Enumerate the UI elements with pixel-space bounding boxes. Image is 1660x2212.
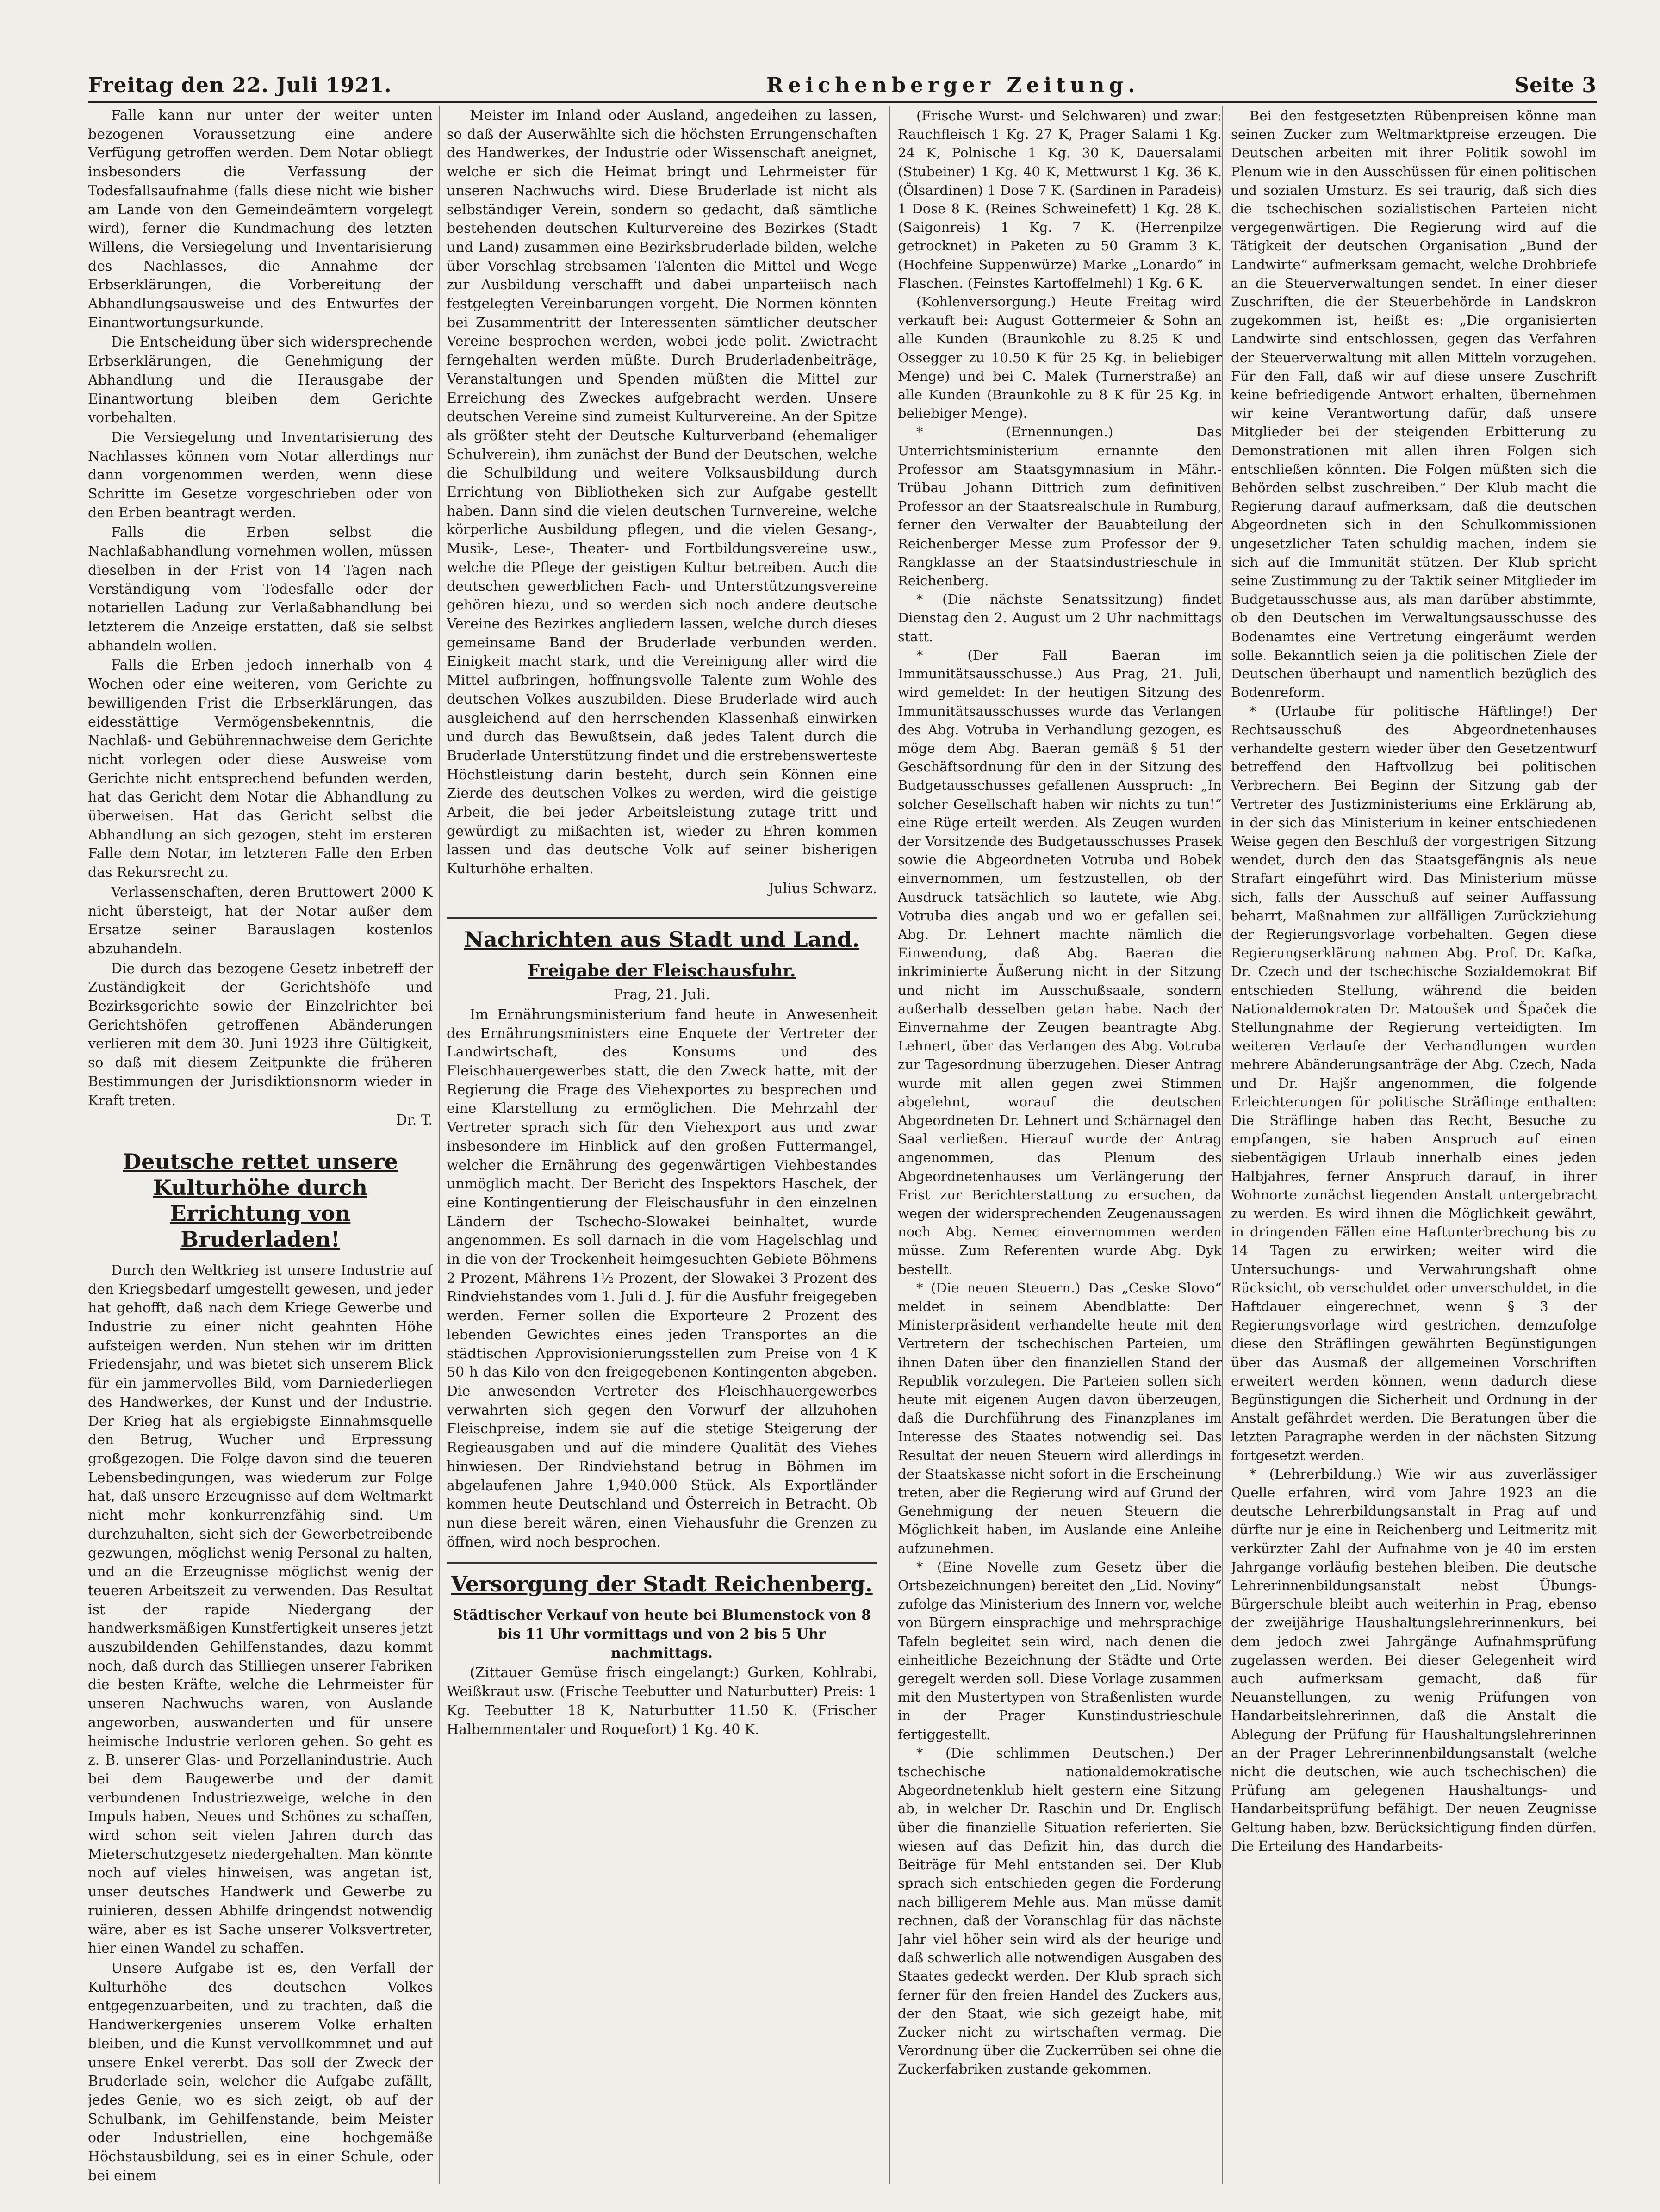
article-paragraph: Die durch das bezogene Gesetz inbetreff der Zuständigkeit der Gerichtshöfe und Bezirksgerichte sowie der Einzelrichter bei Gerichtshöfen getroffenen Abänderungen verlieren mit dem 30. Juni 1923 ihre Gültigkeit, so daß mit diesem Zeitpunkte die früheren Bestimmungen der Jurisdiktionsnorm wieder in Kraft treten. bbox=[88, 960, 433, 1109]
article-paragraph: (Zittauer Gemüse frisch eingelangt:) Gurken, Kohlrabi, Weißkraut usw. (Frische Teebutter und Naturbutter) Preis: 1 Kg. Teebutter 18 K, Naturbutter 11.50 K. (Frischer Halbemmentaler und Roquefort) 1 Kg. 40 K. bbox=[447, 1665, 877, 1738]
article-paragraph: Verlassenschaften, deren Bruttowert 2000 K nicht übersteigt, hat der Notar außer dem Ersatze seiner Barauslagen kostenlos abzuhandeln. bbox=[88, 884, 433, 957]
article-paragraph: * (Eine Novelle zum Gesetz über die Ortsbezeichnungen) bereitet den „Lid. Noviny“ zufolge das Ministerium des Innern vor, welche von Bürgern einsprachige und mehrsprachige Tafeln begleitet sein wird, nach denen die einheitliche Bezeichnung der Städte und Orte geregelt werden soll. Diese Vorlage zusammen mit den Mustertypen von Straßenlisten wurde in der Prager Kunstindustrieschule fertiggestellt. bbox=[898, 1559, 1222, 1742]
article-paragraph: Im Ernährungsministerium fand heute in Anwesenheit des Ernährungsministers eine Enquete der Vertreter der Landwirtschaft, des Konsums und des Fleischhauergewerbes statt, die den Zweck hatte, mit der Regierung die Frage des Viehexportes zu besprechen und eine Klarstellung zu ermöglichen. Die Mehrzahl der Vertreter sprach sich für den Viehexport aus und zwar insbesondere im Hinblick auf den großen Futtermangel, welcher die Ernährung des gegenwärtigen Viehbestandes unmöglich macht. Der Bericht des Inspektors Haschek, der eine Kontingentierung der Fleischausfuhr in den einzelnen Ländern der Tschecho-Slowakei beinhaltet, wurde angenommen. Es soll darnach in die vom Hagelschlag und in die von der Trockenheit heimgesuchten Gebiete Böhmens 2 Prozent, Mährens 1½ Prozent, der Slowakei 3 Prozent des Rindviehstandes vom 1. Juli d. J. für die Ausfuhr freigegeben werden. Ferner sollen die Exporteure 2 Prozent des lebenden Gewichtes eines jeden Transportes an die städtischen Approvisionierungsstellen zum Preise von 4 K 50 h das Kilo von den freigegebenen Kontingenten abgeben. Die anwesenden Vertreter des Fleischhauergewerbes verwahrten sich gegen den Vorwurf der allzuhohen Fleischpreise, indem sie auf die stetige Steigerung der Regieausgaben und auf die mindere Qualität des Viehes hinwiesen. Der Rindviehstand betrug in Böhmen im abgelaufenen Jahre 1,940.000 Stück. Als Exportländer kommen heute Deutschland und Österreich in Betracht. Ob nun diese bereit wären, einen Viehausfuhr die Grenzen zu öffnen, wird noch besprochen. bbox=[447, 1006, 877, 1550]
section-headline: Versorgung der Stadt Reichenberg. bbox=[451, 1572, 873, 1597]
article-paragraph: * (Die neuen Steuern.) Das „Ceske Slovo“ meldet in seinem Abendblatte: Der Ministerpräsident verhandelte heute mit den Vertretern der tschechischen Parteien, um ihnen Daten über den finanziellen Stand der Republik vorzulegen. Die Parteien sollen sich heute mit eigenen Augen davon überzeugen, daß die Durchführung des Finanzplanes im Interesse des Staates notwendig sei. Das Resultat der neuen Steuern wird allerdings in der Staatskasse nicht sofort in die Erscheinung treten, aber die Regierung wird auf Grund der Genehmigung der neuen Steuern die Möglichkeit haben, im Auslande eine Anleihe aufzunehmen. bbox=[898, 1280, 1222, 1556]
page-number: Seite 3 bbox=[1514, 74, 1597, 97]
author-signature: Dr. T. bbox=[396, 1112, 433, 1129]
article-paragraph: * (Urlaube für politische Häftlinge!) Der Rechtsausschuß des Abgeordnetenhauses verhandelte gestern wieder über den Gesetzentwurf betreffend den Haftvollzug bei politischen Verbrechern. Bei Beginn der Sitzung gab der Vertreter des Justizministeriums eine Erklärung ab, in der sich das Ministerium in keiner entschiedenen Weise gegen den Beschluß der vorgestrigen Sitzung wendet, durch den das Staatsgefängnis als neue Strafart eingeführt wird. Das Ministerium müsse sich, falls der Ausschuß auf seiner Auffassung beharrt, Maßnahmen zur allfälligen Zurückziehung der Regierungsvorlage vorbehalten. Gegen diese Regierungserklärung nahmen Abg. Prof. Dr. Kafka, Dr. Czech und der tschechische Sozialdemokrat Bif entschieden Stellung, während die beiden Nationaldemokraten Dr. Matoušek und Špaček die Stellungnahme der Regierung verteidigten. Im weiteren Verlaufe der Verhandlungen wurden mehrere Abänderungsanträge der Abg. Czech, Nada und Dr. Hajšr angenommen, die folgende Erleichterungen für politische Sträflinge enthalten: Die Sträflinge haben das Recht, Besuche zu empfangen, sie haben Anspruch auf einen siebentägigen Urlaub innerhalb eines jeden Halbjahres, ferner Anspruch darauf, in ihrer Wohnorte zunächst liegenden Anstalt untergebracht zu werden. Es wird ihnen die Möglichkeit gewährt, in dringenden Fällen eine Haftunterbrechung bis zu 14 Tagen zu erwirken; weiter wird die Untersuchungs- und Verwahrungshaft ohne Rücksicht, ob verschuldet oder unverschuldet, in die Haftdauer eingerechnet, wenn § 3 der Regierungsvorlage wird gestrichen, demzufolge diese den Sträflingen gewährten Begünstigungen über das Ausmaß der allgemeinen Vorschriften erweitert werden können, wenn dadurch diese Begünstigungen die Sicherheit und Ordnung in der Anstalt gefährdet werden. Die Beratungen über die letzten Paragraphe werden in der nächsten Sitzung fortgesetzt werden. bbox=[1231, 703, 1597, 1463]
section-divider bbox=[447, 917, 877, 919]
article-paragraph: Falle kann nur unter der weiter unten bezogenen Voraussetzung eine andere Verfügung getroffen werden. Dem Notar obliegt insbesonders die Verfassung der Todesfallsaufnahme (falls diese nicht wie bisher am Lande von den Gemeindeämtern vorgelegt wird), ferner die Kundmachung des letzten Willens, die Versiegelung und Inventarisierung des Nachlasses, die Annahme der Erbserklärungen, die Vorbereitung der Abhandlungsausweise und des Entwurfes der Einantwortungsurkunde. bbox=[88, 107, 433, 331]
author-signature: Julius Schwarz. bbox=[768, 880, 877, 897]
column-4 bbox=[1231, 106, 1597, 2184]
section-divider bbox=[447, 1562, 877, 1564]
issue-date: Freitag den 22. Juli 1921. bbox=[88, 74, 392, 97]
column-rule bbox=[439, 106, 440, 2184]
article-paragraph: Die Entscheidung über sich widersprechende Erbserklärungen, die Genehmigung der Abhandlung und die Herausgabe der Einantwortung bleiben dem Gerichte vorbehalten. bbox=[88, 334, 433, 426]
sales-notice: Städtischer Verkauf von heute bei Blumenstock von 8 bis 11 Uhr vormittags und von 2 bis 5 Uhr nachmittags. bbox=[452, 1607, 871, 1661]
article-paragraph: * (Die schlimmen Deutschen.) Der tschechische nationaldemokratische Abgeordnetenklub hielt gestern eine Sitzung ab, in welcher Dr. Raschin und Dr. Englisch über die finanzielle Situation referierten. Sie wiesen auf das Defizit hin, das durch die Beiträge für Mehl entstanden sei. Der Klub sprach sich entschieden gegen die Forderung nach billigerem Mehle aus. Man müsse damit rechnen, daß der Voranschlag für das nächste Jahr viel höher sein wird als der heurige und daß schwerlich alle notwendigen Ausgaben des Staates gedeckt werden. Der Klub sprach sich ferner für den freien Handel des Zuckers aus, der den Staat, wie sich gezeigt habe, mit Zucker nicht zu wirtschaften vermag. Die Verordnung über die Zuckerrüben sei ohne die Zuckerfabriken zustande gekommen. bbox=[898, 1745, 1222, 2077]
article-paragraph: Die Versiegelung und Inventarisierung des Nachlasses können vom Notar allerdings nur dann vorgenommen werden, wenn diese Schritte im Gesetze vorgeschrieben oder von den Erben beantragt werden. bbox=[88, 429, 433, 521]
section-headline: Nachrichten aus Stadt und Land. bbox=[464, 926, 860, 952]
column-3 bbox=[898, 106, 1222, 2184]
article-paragraph: (Frische Wurst- und Selchwaren) und zwar: Rauchfleisch 1 Kg. 27 K, Prager Salami 1 Kg. 24 K, Polnische 1 Kg. 30 K, Dauersalami (Stubeiner) 1 Kg. 40 K, Mettwurst 1 Kg. 36 K. (Ölsardinen) 1 Dose 7 K. (Sardinen in Paradeis) 1 Dose 8 K. (Reines Schweinefett) 1 Kg. 28 K. (Saigonreis) 1 Kg. 7 K. (Herrenpilze getrocknet) in Paketen zu 50 Gramm 3 K. (Hochfeine Suppenwürze) Marke „Lonardo“ in Flaschen. (Feinstes Kartoffelmehl) 1 Kg. 6 K. bbox=[898, 108, 1222, 291]
article-headline: Deutsche rettet unsere Kulturhöhe durch Errichtung von Bruderladen! bbox=[123, 1149, 398, 1252]
column-2 bbox=[447, 106, 877, 2189]
article-paragraph: Falls die Erben selbst die Nachlaßabhandlung vornehmen wollen, müssen dieselben in der Frist von 14 Tagen nach Verständigung vom Todesfalle oder der notariellen Ladung zur Verlaßabhandlung bei letzterem die Anzeige erstatten, daß sie selbst abhandeln wollen. bbox=[88, 524, 433, 654]
dateline: Prag, 21. Juli. bbox=[613, 987, 710, 1003]
article-paragraph: Durch den Weltkrieg ist unsere Industrie auf den Kriegsbedarf umgestellt gewesen, und jeder hat gehofft, daß nach dem Kriege Gewerbe und Industrie zu einer nicht geahnten Höhe aufsteigen werden. Nun stehen wir im dritten Friedensjahr, und was bietet sich unserem Blick für ein jammervolles Bild, vom Darniederliegen des Handwerkes, der Kunst und der Industrie. Der Krieg hat als ergiebigste Einnahmsquelle den Betrug, Wucher und Erpressung großgezogen. Die Folge davon sind die teueren Lebensbedingungen, was wiederum zur Folge hat, daß unsere Erzeugnisse auf dem Weltmarkt nicht mehr konkurrenzfähig sind. Um durchzuhalten, sieht sich der Gewerbetreibende gezwungen, möglichst wenig Personal zu halten, und an die Erzeugnisse möglichst wenig der teueren Arbeitszeit zu verwenden. Das Resultat ist der rapide Niedergang der handwerksmäßigen Kunstfertigkeit unseres jetzt auszubildenden Gehilfenstandes, dazu kommt noch, daß durch das Stilliegen unserer Fabriken die besten Kräfte, welche die Lehrmeister für unseren Nachwuchs waren, von Auslande angeworben, auswanderten und für unsere heimische Industrie verloren gehen. So geht es z. B. unserer Glas- und Porzellanindustrie. Auch bei dem Baugewerbe und der damit verbundenen Industriezweige, welche in den Impuls haben, Neues und Schönes zu schaffen, wird schon seit vielen Jahren durch das Mieterschutzgesetz niedergehalten. Man könnte noch auf vieles hinweisen, was angetan ist, unser deutsches Handwerk und Gewerbe zu ruinieren, dessen Abhilfe dringendst notwendig wäre, aber es ist Sache unserer Volksvertreter, hier einen Wandel zu schaffen. bbox=[88, 1262, 433, 1957]
page-header bbox=[88, 65, 1597, 103]
column-1 bbox=[88, 106, 433, 2189]
article-paragraph: * (Die nächste Senatssitzung) findet Dienstag den 2. August um 2 Uhr nachmittags statt. bbox=[898, 591, 1222, 645]
article-paragraph: * (Lehrerbildung.) Wie wir aus zuverlässiger Quelle erfahren, wird vom Jahre 1923 an die deutsche Lehrerbildungsanstalt in Prag auf und dürfte nur je eine in Reichenberg und Leitmeritz mit verkürzter Zahl der Aufnahme von je 40 im ersten Jahrgange vorläufig bestehen bleiben. Die deutsche Lehrerinnenbildungsanstalt nebst Übungs-Bürgerschule bleibt auch weiterhin in Prag, ebenso der zweijährige Haushaltungslehrerinnenkurs, bei dem jedoch zwei Jahrgänge Aufnahmsprüfung zugelassen werden. Bei dieser Gelegenheit wird auch aufmerksam gemacht, daß für Neuanstellungen, zu wenig Prüfungen von Handarbeitslehrerinnen, daß die Anstalt die Ablegung der Prüfung für Haushaltungslehrerinnen an der Prager Lehrerinnenbildungsanstalt (welche nicht die deutschen, wie auch tschechischen) die Prüfung am gelegenen Haushaltungs- und Handarbeitsprüfung befähigt. Der neuen Zeugnisse Geltung haben, bzw. Berücksichtigung finden dürfen. Die Erteilung des Handarbeits- bbox=[1231, 1466, 1597, 1854]
article-paragraph: Meister im Inland oder Ausland, angedeihen zu lassen, so daß der Auserwählte sich die höchsten Errungenschaften des Handwerkes, der Industrie oder Wissenschaft aneignet, welche er sich die Heimat bringt und Lehrmeister für unseren Nachwuchs wird. Diese Bruderlade ist nicht als selbständiger Verein, sondern so gedacht, daß sämtliche bestehenden deutschen Kulturvereine des Bezirkes (Stadt und Land) zusammen eine Bezirksbruderlade bilden, welche über Vorschlag strebsamen Talenten die Mittel und Wege zur Ausbildung verschafft und dabei unparteiisch nach festgelegten Vereinbarungen vorgeht. Die Normen könnten bei Zusammentritt der Interessenten sämtlicher deutscher Vereine besprochen werden, wobei jede polit. Zwietracht ferngehalten werden müßte. Durch Bruderladenbeiträge, Veranstaltungen und Spenden müßten die Mittel zur Erreichung des Zweckes aufgebracht werden. Unsere deutschen Vereine sind zumeist Kulturvereine. An der Spitze als größter steht der Deutsche Kulturverband (ehemaliger Schulverein), ihm zunächst der Bund der Deutschen, welche die Schulbildung und weitere Volksausbildung durch Errichtung von Bibliotheken sich zur Aufgabe gestellt haben. Dann sind die vielen deutschen Turnvereine, welche körperliche Ausbildung pflegen, und die vielen Gesang-, Musik-, Lese-, Theater- und Fortbildungsvereine usw., welche die Pflege der geistigen Kultur betreiben. Auch die deutschen gewerblichen Fach- und Unterstützungsvereine gehören hiezu, und so werden sich noch andere deutsche Vereine des Bezirkes angliedern lassen, welche durch dieses gemeinsame Band der Bruderlade verbunden werden. Einigkeit macht stark, und die Vereinigung aller wird die Mittel aufbringen, hoffnungsvolle Talente zum Wohle des deutschen Volkes auszubilden. Diese Bruderlade wird auch ausgleichend auf den herrschenden Klassenhaß einwirken und durch das Bewußtsein, daß jedes Talent durch die Bruderlade Unterstützung findet und die erstrebenswerteste Höchstleistung darin besteht, durch sein Können eine Zierde des deutschen Volkes zu werden, wird die geistige Arbeit, die bei jeder Arbeitsleistung zutage tritt und gewürdigt zu mißachten ist, wieder zu Ehren kommen lassen und das deutsche Volk auf seiner bisherigen Kulturhöhe erhalten. bbox=[447, 107, 877, 877]
article-paragraph: * (Ernennungen.) Das Unterrichtsministerium ernannte den Professor am Staatsgymnasium in Mähr.-Trübau Johann Dittrich zum definitiven Professor an der Staatsrealschule in Rumburg, ferner den Verwalter der Bauabteilung der Reichenberger Messe zum Professor der 9. Rangklasse an der Staatsindustrieschule in Reichenberg. bbox=[898, 424, 1222, 589]
column-rule bbox=[1222, 106, 1223, 2184]
newspaper-title: Reichenberger Zeitung. bbox=[766, 74, 1140, 97]
article-paragraph: Falls die Erben jedoch innerhalb von 4 Wochen oder eine weiteren, vom Gerichte zu bewilligenden Frist die Erbserklärungen, das eidesstättige Vermögensbekenntnis, die Nachlaß- und Gebührennachweise dem Gerichte nicht vorlegen oder diese Ausweise vom Gerichte nicht entsprechend befunden werden, hat das Gericht dem Notar die Abhandlung zu überweisen. Hat das Gericht selbst die Abhandlung an sich gezogen, steht im ersteren Falle dem Notar, im letzteren Falle den Erben das Rekursrecht zu. bbox=[88, 657, 433, 881]
article-paragraph: Bei den festgesetzten Rübenpreisen könne man seinen Zucker zum Weltmarktpreise erzeugen. Die Deutschen arbeiten mit ihrer Politik sowohl im Plenum wie in den Ausschüssen für einen politischen und sozialen Umsturz. Es sei traurig, daß sich dies die tschechischen sozialistischen Parteien nicht vergegenwärtigen. Die Regierung wird auf die Tätigkeit der deutschen Organisation „Bund der Landwirte“ aufmerksam gemacht, welche Drohbriefe an die Steuerverwaltungen sendet. In einer dieser Zuschriften, die der Steuerbehörde in Landskron zugekommen ist, heißt es: „Die organisierten Landwirte sind entschlossen, gegen das Verfahren der Steuerverwaltung mit allen Mitteln vorzugehen. Für den Fall, daß wir auf diese unsere Zuschrift keine befriedigende Antwort erhalten, übernehmen wir keine Verantwortung dafür, daß unsere Mitglieder bei der steigenden Erbitterung zu Demonstrationen mit allen ihren Folgen sich entschließen könnten. Die Folgen müßten sich die Behörden selbst zuschreiben.“ Der Klub macht die Regierung darauf aufmerksam, daß die deutschen Abgeordneten sich in den Schulkommissionen ungesetzlicher Taten schuldig machen, indem sie sich auf die Immunität stützen. Der Klub spricht seine Zustimmung zu der Taktik seiner Mitglieder im Budgetausschusse aus, als man darüber abstimmte, ob den Deutschen im Verwaltungsausschusse des Bodenamtes eine Vertretung eingeräumt werden solle. Bekanntlich seien ja die politischen Ziele der Deutschen überhaupt und namentlich bezüglich des Bodenreform. bbox=[1231, 108, 1597, 701]
article-subhead: Freigabe der Fleischausfuhr. bbox=[528, 961, 796, 981]
article-paragraph: * (Der Fall Baeran im Immunitätsausschusse.) Aus Prag, 21. Juli, wird gemeldet: In der heutigen Sitzung des Immunitätsausschusses wurde das Verlangen des Abg. Votruba in Verhandlung gezogen, es möge dem Abg. Baeran gemäß § 51 der Geschäftsordnung für den in der Sitzung des Budgetausschusses gefallenen Ausspruch: „In solcher Gesellschaft haben wir nichts zu tun!“ eine Rüge erteilt werden. Als Zeugen wurden der Vorsitzende des Budgetausschusses Prasek sowie die Abgeordneten Votruba und Bobek einvernommen, um festzustellen, ob der Ausdruck tatsächlich so lautete, wie Abg. Votruba dies angab und wo er gefallen sei. Abg. Dr. Lehnert machte nämlich die Einwendung, daß Abg. Baeran die inkriminierte Äußerung nicht in der Sitzung und nicht im Ausschußsaale, sondern außerhalb desselben getan habe. Nach der Einvernahme der Zeugen beantragte Abg. Lehnert, über das Verlangen des Abg. Votruba zur Tagesordnung überzugehen. Dieser Antrag wurde mit allen gegen zwei Stimmen abgelehnt, worauf die deutschen Abgeordneten Dr. Lehnert und Schärnagel den Saal verließen. Hierauf wurde der Antrag angenommen, das Plenum des Abgeordnetenhauses um Verlängerung der Frist zur Berichterstattung zu ersuchen, da wegen der widersprechenden Zeugenaussagen noch Abg. Nemec einvernommen werden müsse. Zum Referenten wurde Abg. Dyk bestellt. bbox=[898, 647, 1222, 1277]
article-paragraph: Unsere Aufgabe ist es, den Verfall der Kulturhöhe des deutschen Volkes entgegenzuarbeiten, und zu trachten, daß die Handwerkergenies unserem Volke erhalten bleiben, und die Kunst vervollkommnet und auf unsere Enkel vererbt. Das soll der Zweck der Bruderlade sein, welcher die Aufgabe zufällt, jedes Genie, wo es sich zeigt, ob auf der Schulbank, im Gehilfenstande, beim Meister oder Industriellen, eine hochgemäße Höchstausbildung, sei es in einer Schule, oder bei einem bbox=[88, 1960, 433, 2184]
column-rule bbox=[889, 106, 890, 2184]
article-paragraph: (Kohlenversorgung.) Heute Freitag wird verkauft bei: August Gottermeier & Sohn an alle Kunden (Braunkohle zu 8.25 K und Ossegger zu 10.50 K für 25 Kg. in beliebiger Menge) und bei C. Malek (Turnerstraße) an alle Kunden (Braunkohle zu 8 K für 25 Kg. in beliebiger Menge). bbox=[898, 294, 1222, 422]
